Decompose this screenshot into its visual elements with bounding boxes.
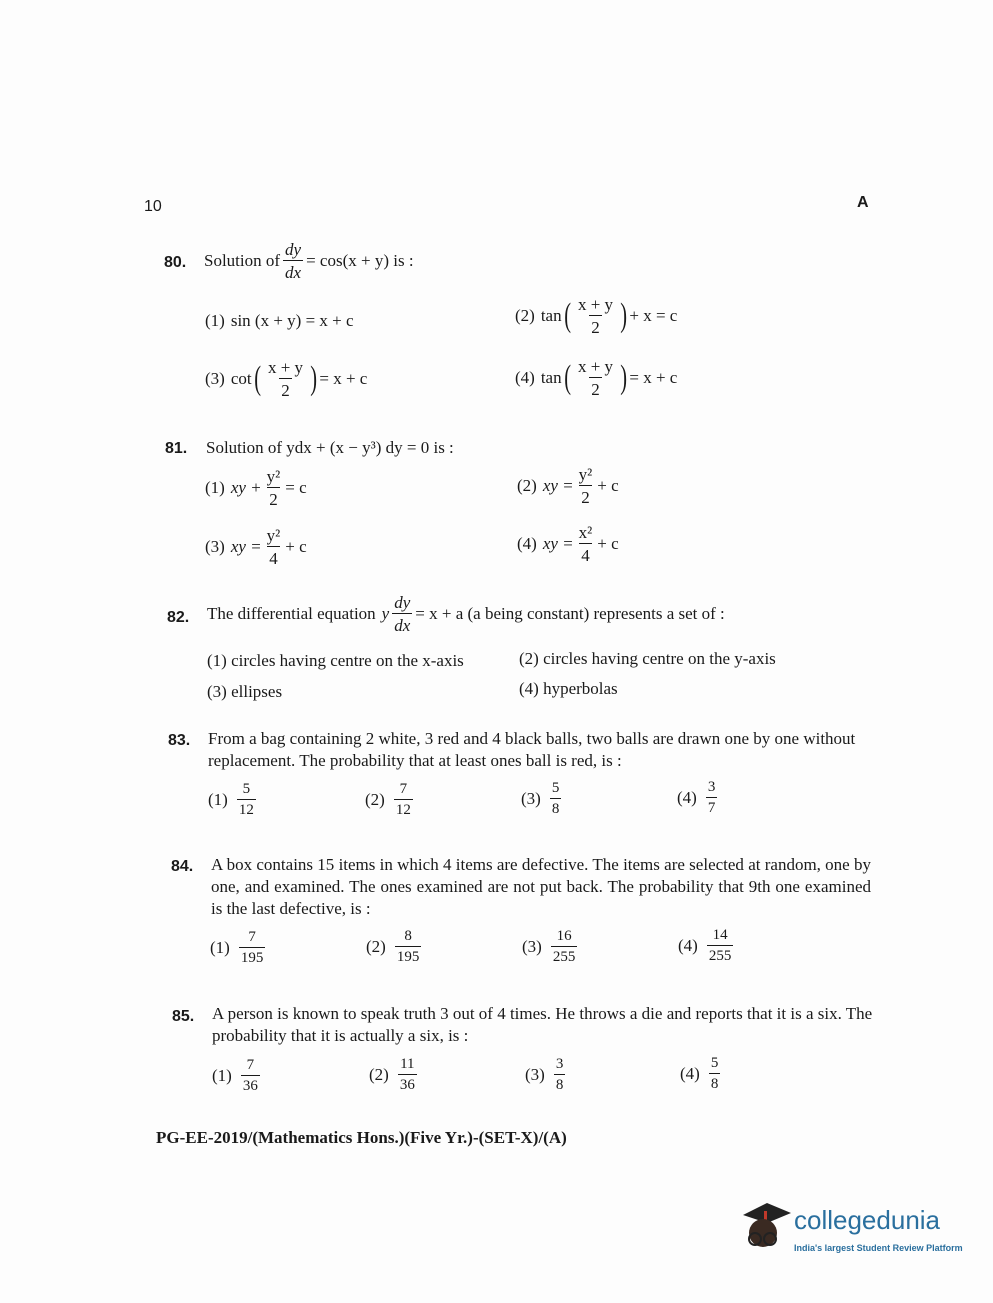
q85-option-4: (4) $\frac{5}{8}$ bbox=[680, 1055, 719, 1092]
set-letter: A bbox=[857, 194, 869, 211]
q81-option-2: (2) xy = $\frac{\text{y²}}{2}$ + c bbox=[517, 465, 619, 507]
collegedunia-tagline: India's largest Student Review Platform bbox=[794, 1243, 963, 1253]
question-82-text: The differential equation y $\frac{dy}{dx}$ = x + a (a being constant) represents a set of : bbox=[207, 593, 725, 635]
q82-option-2: (2) circles having centre on the y-axis bbox=[519, 649, 776, 668]
question-84-text: A box contains 15 items in which 4 items are defective. The items are selected at random, one by one, and examined. The ones examined are not put back. The probability that 9th one examined is the last defective, is : bbox=[211, 855, 871, 918]
q82-post: = x + a (a being constant) represents a set of : bbox=[415, 604, 725, 623]
collegedunia-logo-text: collegedunia bbox=[794, 1205, 941, 1235]
q82-option-3: (3) ellipses bbox=[207, 682, 283, 701]
q84-option-4: (4) $\frac{14}{255}$ bbox=[678, 927, 732, 964]
q81-option-3: (3) xy = $\frac{\text{y²}}{4}$ + c bbox=[205, 526, 307, 568]
question-83-text: From a bag containing 2 white, 3 red and 4 black balls, two balls are drawn one by one without replacement. The probability that at least ones ball is red, is : bbox=[208, 729, 856, 770]
q80-option-1: (1) sin (x + y) = x + c bbox=[205, 311, 354, 330]
q82-option-4: (4) hyperbolas bbox=[519, 679, 618, 698]
question-85-text: A person is known to speak truth 3 out of 4 times. He throws a die and reports that it is a six. The probability that it is actually a six, is : bbox=[212, 1004, 873, 1045]
question-number-80: 80. bbox=[164, 254, 187, 271]
question-number-85: 85. bbox=[172, 1008, 195, 1025]
q80-post: = cos(x + y) is : bbox=[306, 251, 414, 270]
collegedunia-mascot-icon bbox=[737, 1197, 793, 1259]
q80-option-2: (2) tan ( $\frac{x + y}{2}$ ) + x = c bbox=[515, 295, 678, 337]
q85-option-3: (3) $\frac{3}{8}$ bbox=[525, 1056, 564, 1093]
paper-code-footer: PG-EE-2019/(Mathematics Hons.)(Five Yr.)-(SET-X)/(A) bbox=[156, 1128, 567, 1147]
q82-option-1: (1) circles having centre on the x-axis bbox=[207, 651, 464, 670]
q83-option-1: (1) $\frac{5}{12}$ bbox=[208, 781, 254, 818]
q80-option-4: (4) tan ( $\frac{x + y}{2}$ ) = x + c bbox=[515, 357, 678, 399]
q80-option-3: (3) cot ( $\frac{x + y}{2}$ ) = x + c bbox=[205, 358, 368, 400]
question-number-84: 84. bbox=[171, 858, 194, 875]
question-80-text bbox=[204, 241, 414, 281]
q82-pre: The differential equation bbox=[207, 604, 376, 623]
q85-option-2: (2) $\frac{11}{36}$ bbox=[369, 1056, 415, 1093]
q81-option-1: (1) xy + $\frac{\text{y²}}{2}$ = c bbox=[205, 467, 307, 509]
q83-option-4: (4) $\frac{3}{7}$ bbox=[677, 779, 716, 816]
q80-derivative: $\frac{dy}{dx}$ bbox=[285, 240, 302, 282]
q83-option-2: (2) $\frac{7}{12}$ bbox=[365, 781, 411, 818]
q85-option-1: (1) $\frac{7}{36}$ bbox=[212, 1057, 258, 1094]
q81-option-4: (4) xy = $\frac{\text{x²}}{4}$ + c bbox=[517, 523, 619, 565]
q84-option-2: (2) $\frac{8}{195}$ bbox=[366, 928, 420, 965]
question-number-81: 81. bbox=[165, 440, 188, 457]
question-81-text: Solution of ydx + (x − y³) dy = 0 is : bbox=[206, 438, 454, 457]
q84-option-1: (1) $\frac{7}{195}$ bbox=[210, 929, 264, 966]
question-number-82: 82. bbox=[167, 609, 190, 626]
q80-pre: Solution of bbox=[204, 251, 281, 270]
question-number-83: 83. bbox=[168, 732, 191, 749]
q82-derivative: $\frac{dy}{dx}$ bbox=[394, 593, 411, 635]
page-number: 10 bbox=[144, 198, 162, 215]
q83-option-3: (3) $\frac{5}{8}$ bbox=[521, 780, 560, 817]
q84-option-3: (3) $\frac{16}{255}$ bbox=[522, 928, 576, 965]
